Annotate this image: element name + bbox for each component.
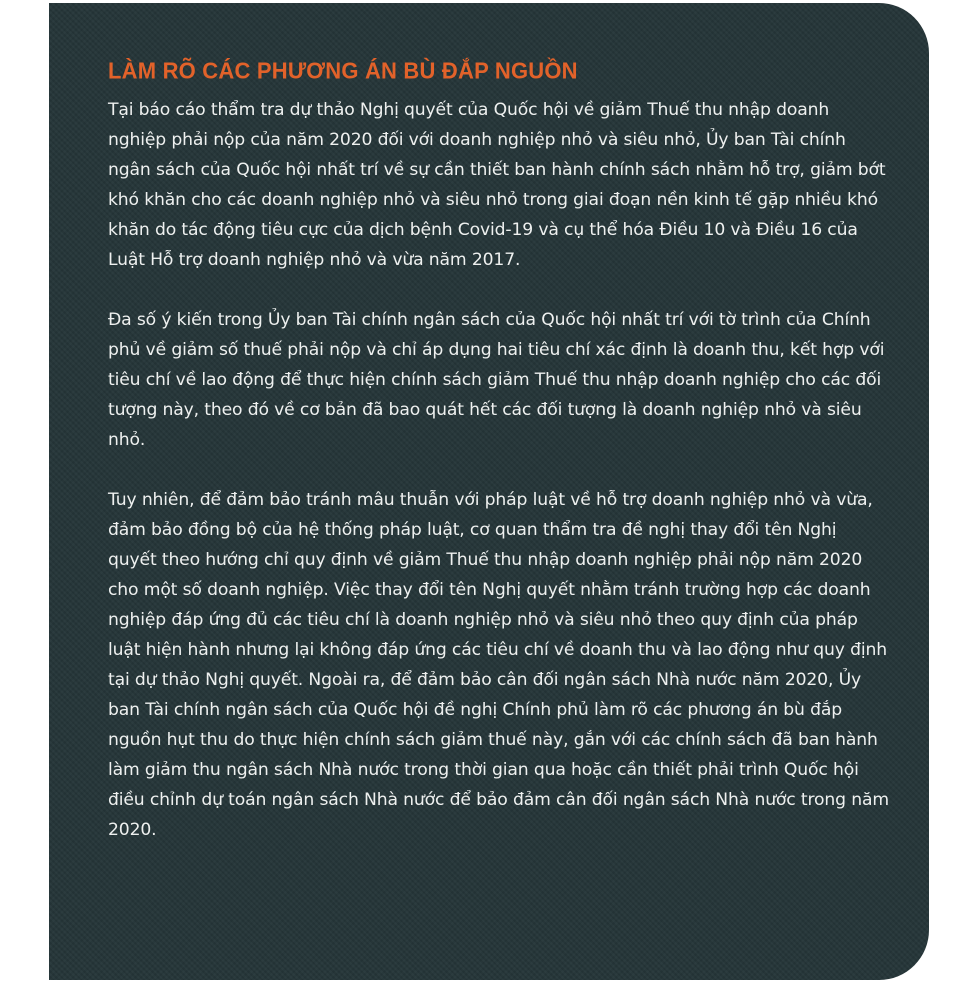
section-heading: LÀM RÕ CÁC PHƯƠNG ÁN BÙ ĐẮP NGUỒN	[108, 57, 578, 84]
paragraph-1: Tại báo cáo thẩm tra dự thảo Nghị quyết của Quốc hội về giảm Thuế thu nhập doanh nghiệp phải nộp của năm 2020 đối với doanh nghiệp nhỏ và siêu nhỏ, Ủy ban Tài chính ngân sách của Quốc hội nhất trí về sự cần thiết ban hành chính sách nhằm hỗ trợ, giảm bớt khó khăn cho các doanh nghiệp nhỏ và siêu nhỏ trong giai đoạn nền kinh tế gặp nhiều khó khăn do tác động tiêu cực của dịch bệnh Covid-19 và cụ thể hóa Điều 10 và Điều 16 của Luật Hỗ trợ doanh nghiệp nhỏ và vừa năm 2017.	[108, 100, 886, 270]
paragraph-2: Đa số ý kiến trong Ủy ban Tài chính ngân sách của Quốc hội nhất trí với tờ trình của Chính phủ về giảm số thuế phải nộp và chỉ áp dụng hai tiêu chí xác định là doanh thu, kết hợp với tiêu chí về lao động để thực hiện chính sách giảm Thuế thu nhập doanh nghiệp cho các đối tượng này, theo đó về cơ bản đã bao quát hết các đối tượng là doanh nghiệp nhỏ và siêu nhỏ.	[108, 310, 885, 450]
article-panel	[49, 3, 929, 980]
paragraph-3: Tuy nhiên, để đảm bảo tránh mâu thuẫn với pháp luật về hỗ trợ doanh nghiệp nhỏ và vừa, đảm bảo đồng bộ của hệ thống pháp luật, cơ quan thẩm tra đề nghị thay đổi tên Nghị quyết theo hướng chỉ quy định về giảm Thuế thu nhập doanh nghiệp phải nộp năm 2020 cho một số doanh nghiệp. Việc thay đổi tên Nghị quyết nhằm tránh trường hợp các doanh nghiệp đáp ứng đủ các tiêu chí là doanh nghiệp nhỏ và siêu nhỏ theo quy định của pháp luật hiện hành nhưng lại không đáp ứng các tiêu chí về doanh thu và lao động như quy định tại dự thảo Nghị quyết. Ngoài ra, để đảm bảo cân đối ngân sách Nhà nước năm 2020, Ủy ban Tài chính ngân sách của Quốc hội đề nghị Chính phủ làm rõ các phương án bù đắp nguồn hụt thu do thực hiện chính sách giảm thuế này, gắn với các chính sách đã ban hành làm giảm thu ngân sách Nhà nước trong thời gian qua hoặc cần thiết phải trình Quốc hội điều chỉnh dự toán ngân sách Nhà nước để bảo đảm cân đối ngân sách Nhà nước trong năm 2020.	[108, 490, 889, 840]
